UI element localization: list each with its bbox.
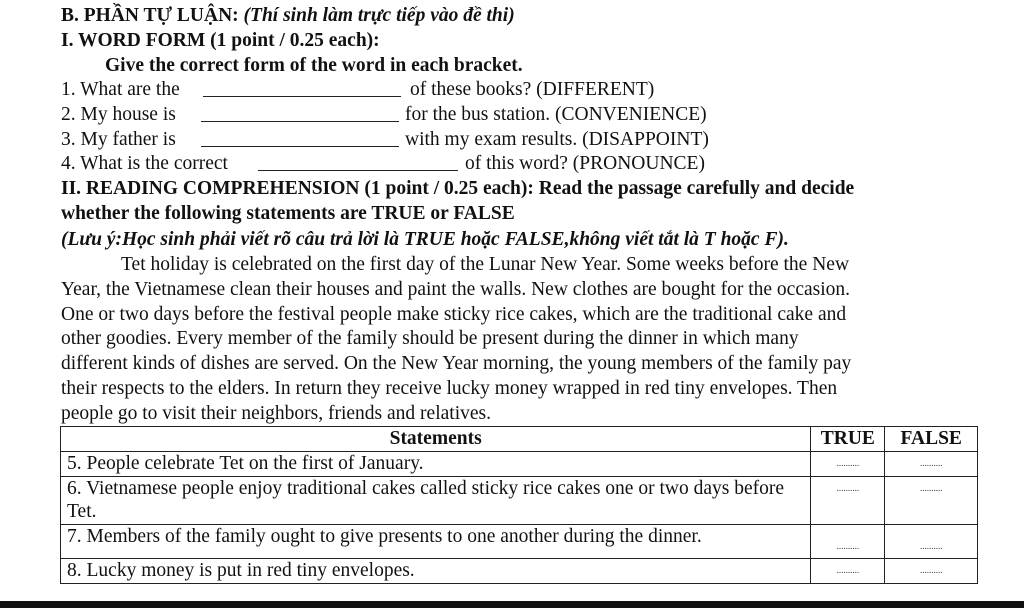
passage-line-6: their respects to the elders. In return they receive lucky money wrapped in red tiny envelopes. Then xyxy=(61,377,838,399)
statements-table xyxy=(60,426,978,584)
question-3-blank[interactable] xyxy=(201,128,399,147)
passage-line-4: other goodies. Every member of the family should be present during the dinner in which many xyxy=(61,328,799,350)
false-answer-6[interactable]: .......... xyxy=(885,476,978,524)
question-1-before: 1. What are the xyxy=(61,79,180,100)
question-1-blank[interactable] xyxy=(203,78,401,97)
passage-line-2: Year, the Vietnamese clean their houses and paint the walls. New clothes are bought for the occasion. xyxy=(61,278,851,300)
statement-8: 8. Lucky money is put in red tiny envelopes. xyxy=(61,559,811,584)
question-1-after: of these books? (DIFFERENT) xyxy=(410,79,655,100)
question-4-blank[interactable] xyxy=(258,152,458,171)
question-2-before: 2. My house is xyxy=(61,104,176,125)
passage-line-7: people go to visit their neighbors, friends and relatives. xyxy=(61,402,491,424)
true-answer-7[interactable]: .......... xyxy=(811,524,885,559)
section-b-heading xyxy=(61,4,515,28)
table-row xyxy=(61,559,978,584)
true-answer-6[interactable]: .......... xyxy=(811,476,885,524)
statement-7: 7. Members of the family ought to give presents to one another during the dinner. xyxy=(61,524,811,559)
header-statements: Statements xyxy=(61,427,811,452)
question-2-blank[interactable] xyxy=(201,103,399,122)
part1-instruction: Give the correct form of the word in each bracket. xyxy=(105,55,523,76)
part1-title: I. WORD FORM (1 point / 0.25 each): xyxy=(61,30,380,51)
table-row xyxy=(61,452,978,477)
false-answer-5[interactable]: .......... xyxy=(885,452,978,477)
table-row xyxy=(61,476,978,524)
question-4-before: 4. What is the correct xyxy=(61,153,228,174)
passage-line-5: different kinds of dishes are served. On the New Year morning, the young members of the family pay xyxy=(61,353,852,375)
false-answer-7[interactable]: .......... xyxy=(885,524,978,559)
part2-title-line1: II. READING COMPREHENSION (1 point / 0.25 each): Read the passage carefully and decide xyxy=(61,178,855,199)
question-3-after: with my exam results. (DISAPPOINT) xyxy=(405,129,709,150)
section-b-note: (Thí sinh làm trực tiếp vào đề thi) xyxy=(243,5,515,26)
false-answer-8[interactable]: .......... xyxy=(885,559,978,584)
question-2-after: for the bus station. (CONVENIENCE) xyxy=(405,104,707,125)
true-answer-8[interactable]: .......... xyxy=(811,559,885,584)
header-true: TRUE xyxy=(811,427,885,452)
question-4-after: of this word? (PRONOUNCE) xyxy=(465,153,705,174)
section-b-label: B. PHẦN TỰ LUẬN: xyxy=(61,5,239,26)
header-false: FALSE xyxy=(885,427,978,452)
table-row xyxy=(61,524,978,559)
passage-line-1: Tet holiday is celebrated on the first day of the Lunar New Year. Some weeks before the New xyxy=(121,254,850,275)
reading-passage xyxy=(61,253,977,427)
statement-6: 6. Vietnamese people enjoy traditional cakes called sticky rice cakes one or two days before Tet. xyxy=(61,476,811,524)
bottom-edge-bar xyxy=(0,601,1024,608)
passage-line-3: One or two days before the festival people make sticky rice cakes, which are the traditional cake and xyxy=(61,303,847,325)
table-header-row xyxy=(61,427,978,452)
part2-title-line2: whether the following statements are TRUE or FALSE xyxy=(61,203,515,224)
question-3-before: 3. My father is xyxy=(61,129,176,150)
true-answer-5[interactable]: .......... xyxy=(811,452,885,477)
statement-5: 5. People celebrate Tet on the first of January. xyxy=(61,452,811,477)
part2-note: (Lưu ý:Học sinh phải viết rõ câu trả lời là TRUE hoặc FALSE,không viết tắt là T hoặc F). xyxy=(61,229,789,250)
